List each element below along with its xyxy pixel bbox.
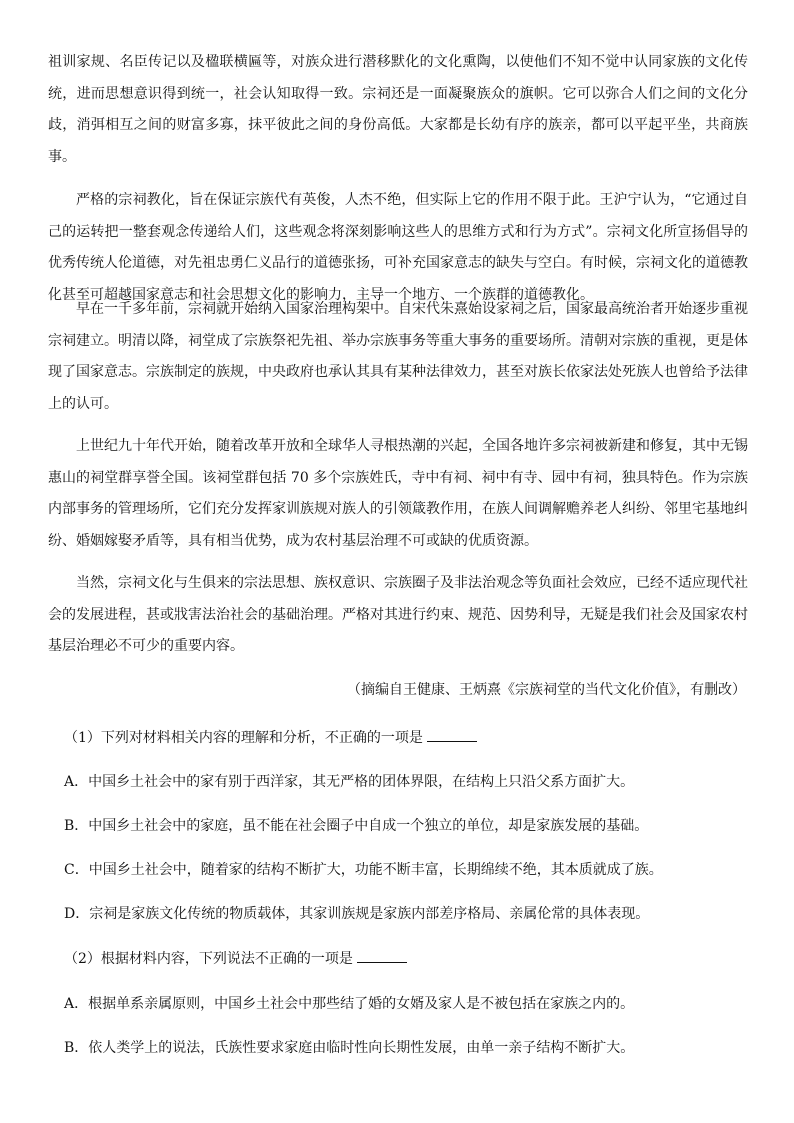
question-1-option-d[interactable]: D．宗祠是家族文化传统的物质载体，其家训族规是家族内部差序格局、亲属伦常的具体表现。	[64, 906, 650, 922]
answer-blank-2[interactable]	[357, 948, 407, 963]
question-1-option-c[interactable]: C．中国乡土社会中，随着家的结构不断扩大，功能不断丰富，长期绵续不绝，其本质就成了族。	[64, 862, 663, 878]
paragraph-3: 早在一千多年前，宗祠就开始纳入国家治理构架中。自宋代朱熹始设家祠之后，国家最高统治者开始逐步重视宗祠建立。明清以降，祠堂成了宗族祭祀先祖、举办宗族事务等重大事务的重要场所。清朝对宗族的重视，更是体现了国家意志。宗族制定的族规，中央政府也承认其具有某种法律效力，甚至对族长依家法处死族人也曾给予法律上的认可。	[48, 301, 748, 412]
question-1-stem-text: （1）下列对材料相关内容的理解和分析，不正确的一项是	[64, 730, 423, 746]
question-2-stem-text: （2）根据材料内容，下列说法不正确的一项是	[64, 951, 353, 967]
question-1-option-a[interactable]: A．中国乡土社会中的家有别于西洋家，其无严格的团体界限，在结构上只沿父系方面扩大。	[64, 774, 635, 790]
paragraph-4: 上世纪九十年代开始，随着改革开放和全球华人寻根热潮的兴起，全国各地许多宗祠被新建和修复，其中无锡惠山的祠堂群享誉全国。该祠堂群包括 70 多个宗族姓氏，寺中有祠、祠中有寺、园中有祠，独具特色。作为宗族内部事务的管理场所，它们充分发挥家训族规对族人的引领箴教作用，在族人间调解赡养老人纠纷、邻里宅基地纠纷、婚姻嫁娶矛盾等，具有相当优势，成为农村基层治理不可或缺的优质资源。	[48, 438, 748, 549]
paragraph-2: 严格的宗祠教化，旨在保证宗族代有英俊，人杰不绝，但实际上它的作用不限于此。王沪宁认为，“它通过自己的运转把一整套观念传递给人们，这些观念将深刻影响这些人的思维方式和行为方式”。宗祠文化所宣扬倡导的优秀传统人伦道德，对先祖忠勇仁义品行的道德张扬，可补充国家意志的缺失与空白。有时候，宗祠文化的道德教化甚至可超越国家意志和社会思想文化的影响力，主导一个地方、一个族群的道德教化。	[48, 192, 748, 303]
question-2-option-b[interactable]: B．依人类学上的说法，氏族性要求家庭由临时性向长期性发展，由单一亲子结构不断扩大。	[64, 1040, 635, 1056]
question-1-option-b[interactable]: B．中国乡土社会中的家庭，虽不能在社会圈子中自成一个独立的单位，却是家族发展的基础。	[64, 818, 649, 834]
answer-blank-1[interactable]	[427, 727, 477, 742]
question-1-stem	[64, 726, 477, 750]
source-citation: （摘编自王健康、王炳熹《宗族祠堂的当代文化价值》，有删改）	[347, 682, 746, 698]
paragraph-1: 祖训家规、名臣传记以及楹联横匾等，对族众进行潜移默化的文化熏陶，以使他们不知不觉中认同家族的文化传统，进而思想意识得到统一，社会认知取得一致。宗祠还是一面凝聚族众的旗帜。它可以弥合人们之间的文化分歧，消弭相互之间的财富多寡，抹平彼此之间的身份高低。大家都是长幼有序的族亲，都可以平起平坐，共商族事。	[48, 54, 748, 165]
question-2-stem	[64, 947, 407, 971]
paragraph-5: 当然，宗祠文化与生俱来的宗法思想、族权意识、宗族圈子及非法治观念等负面社会效应，已经不适应现代社会的发展进程，甚或戕害法治社会的基础治理。严格对其进行约束、规范、因势利导，无疑是我们社会及国家农村基层治理必不可少的重要内容。	[48, 575, 748, 654]
question-2-option-a[interactable]: A．根据单系亲属原则，中国乡土社会中那些结了婚的女婿及家人是不被包括在家族之内的。	[64, 996, 635, 1012]
